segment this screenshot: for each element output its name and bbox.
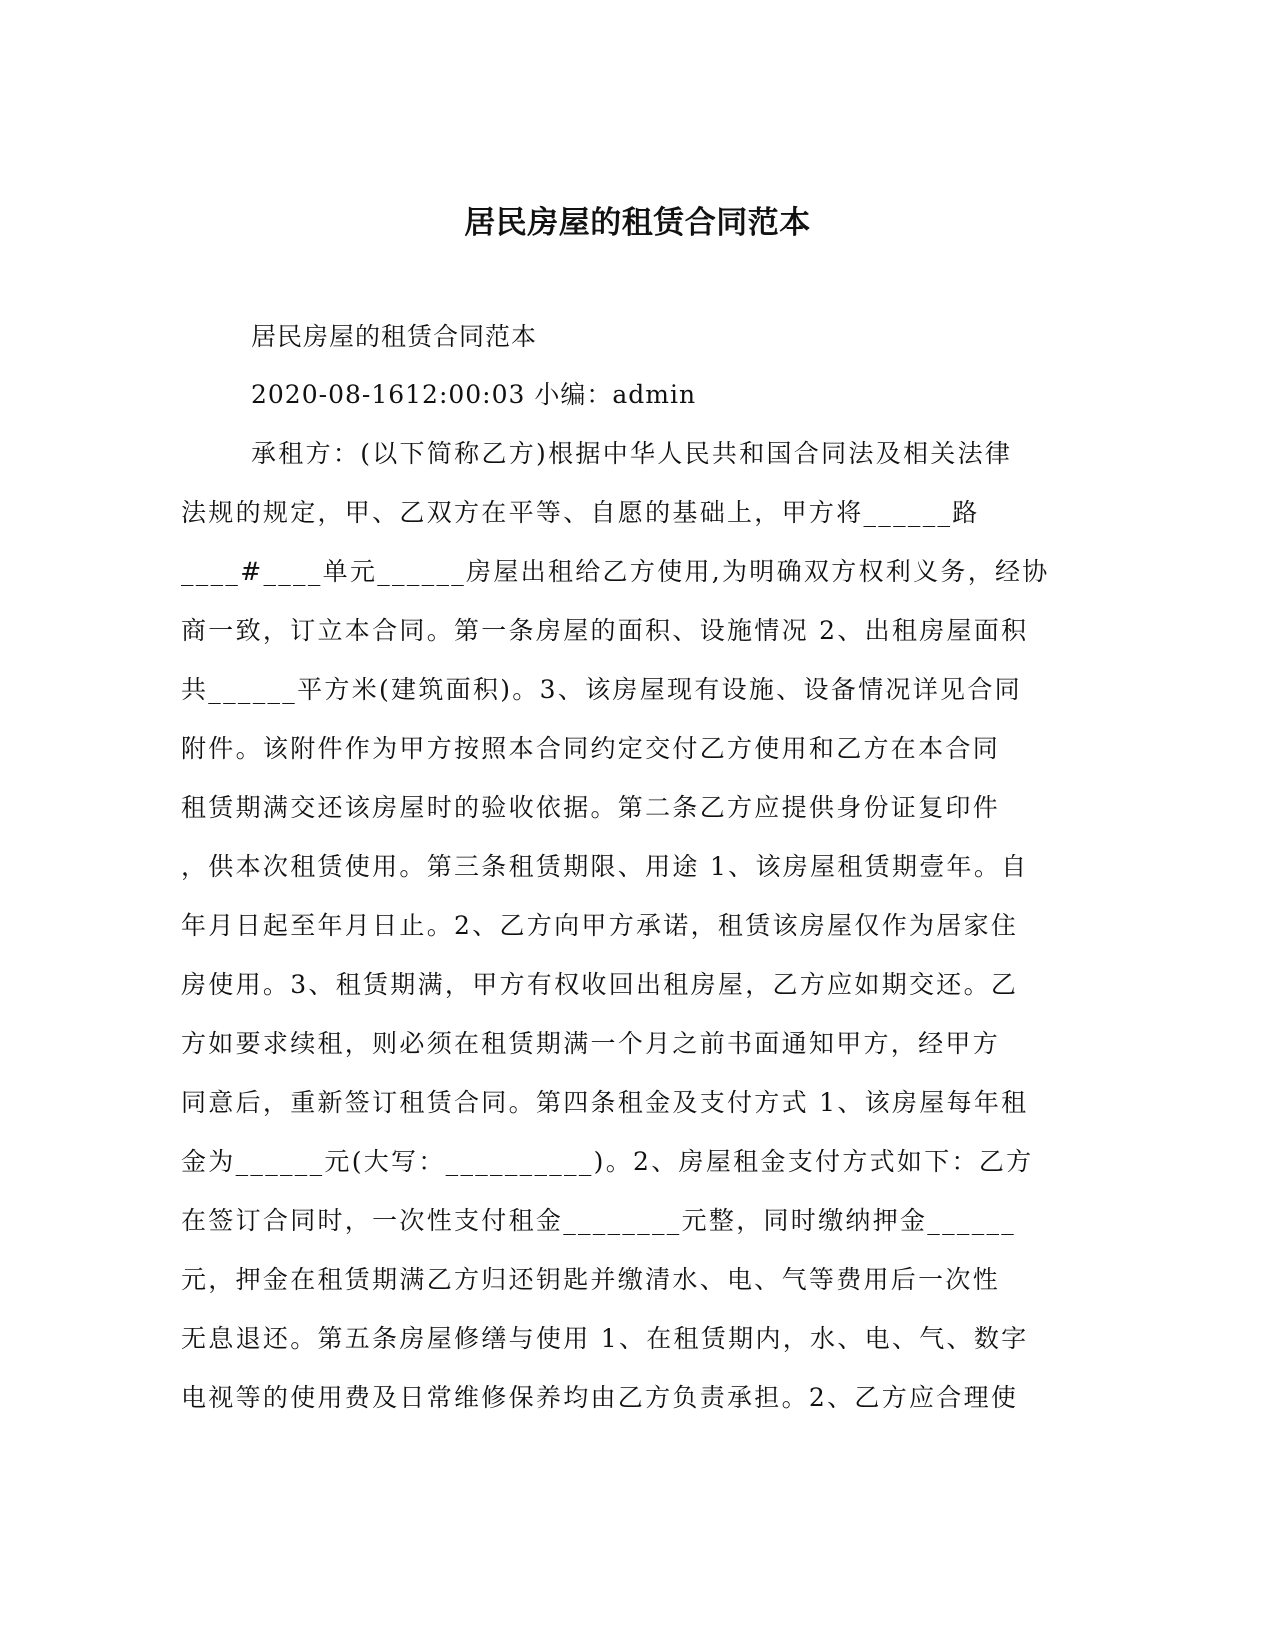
- body-line: 金为______元(大写：__________)。2、房屋租金支付方式如下：乙方: [181, 1147, 1034, 1176]
- body-line: 承租方：(以下简称乙方)根据中华人民共和国合同法及相关法律: [251, 439, 1013, 468]
- body-line: ，供本次租赁使用。第三条租赁期限、用途 1、该房屋租赁期壹年。自: [181, 852, 1029, 881]
- document-title: 居民房屋的租赁合同范本: [464, 205, 811, 241]
- body-line: 房使用。3、租赁期满，甲方有权收回出租房屋，乙方应如期交还。乙: [181, 970, 1019, 999]
- body-line: 商一致，订立本合同。第一条房屋的面积、设施情况 2、出租房屋面积: [181, 616, 1029, 645]
- date-author-line: 2020-08-1612:00:03 小编：admin: [251, 380, 697, 409]
- body-line: 电视等的使用费及日常维修保养均由乙方负责承担。2、乙方应合理使: [181, 1383, 1019, 1412]
- body-line: 无息退还。第五条房屋修缮与使用 1、在租赁期内，水、电、气、数字: [181, 1324, 1029, 1353]
- body-line: 元，押金在租赁期满乙方归还钥匙并缴清水、电、气等费用后一次性: [181, 1265, 1001, 1294]
- body-line: 年月日起至年月日止。2、乙方向甲方承诺，租赁该房屋仅作为居家住: [181, 911, 1019, 940]
- contract-body: [181, 434, 1050, 1437]
- body-line: 租赁期满交还该房屋时的验收依据。第二条乙方应提供身份证复印件: [181, 793, 1001, 822]
- body-line: ____#____单元______房屋出租给乙方使用,为明确双方权利义务，经协: [181, 557, 1050, 586]
- body-line: 同意后，重新签订租赁合同。第四条租金及支付方式 1、该房屋每年租: [181, 1088, 1029, 1117]
- body-line: 方如要求续租，则必须在租赁期满一个月之前书面通知甲方，经甲方: [181, 1029, 1001, 1058]
- body-line: 在签订合同时，一次性支付租金________元整，同时缴纳押金______: [181, 1206, 1017, 1235]
- body-line: 共______平方米(建筑面积)。3、该房屋现有设施、设备情况详见合同: [181, 675, 1022, 704]
- document-subtitle: 居民房屋的租赁合同范本: [251, 322, 538, 351]
- body-line: 附件。该附件作为甲方按照本合同约定交付乙方使用和乙方在本合同: [181, 734, 1001, 763]
- body-line: 法规的规定，甲、乙双方在平等、自愿的基础上，甲方将______路: [181, 498, 980, 527]
